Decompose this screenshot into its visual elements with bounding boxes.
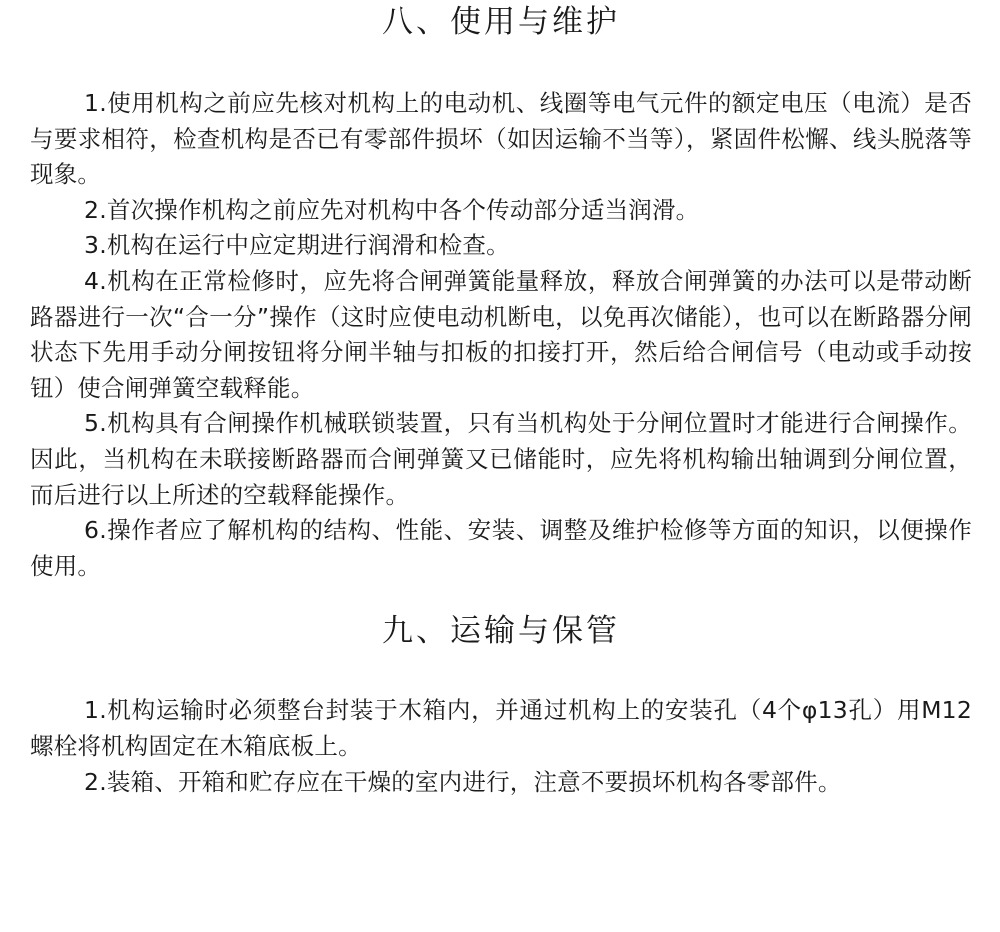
paragraph-maintenance-4: 4.机构在正常检修时，应先将合闸弹簧能量释放，释放合闸弹簧的办法可以是带动断路器进行一次“合一分”操作（这时应使电动机断电，以免再次储能），也可以在断路器分闸状态下先用手动分闸按钮将分闸半轴与扣板的扣接打开，然后给合闸信号（电动或手动按钮）使合闸弹簧空载释能。 [30, 266, 972, 402]
paragraph-maintenance-3: 3.机构在运行中应定期进行润滑和检查。 [84, 231, 510, 260]
paragraph-maintenance-5: 5.机构具有合闸操作机械联锁装置，只有当机构处于分闸位置时才能进行合闸操作。因此，当机构在未联接断路器而合闸弹簧又已储能时，应先将机构输出轴调到分闸位置，而后进行以上所述的空载释能操作。 [30, 409, 972, 509]
paragraph-maintenance-2: 2.首次操作机构之前应先对机构中各个传动部分适当润滑。 [84, 195, 700, 224]
paragraph-transport-2: 2.装箱、开箱和贮存应在干燥的室内进行，注意不要损坏机构各零部件。 [84, 767, 842, 796]
section-title-maintenance: 八、使用与维护 [382, 4, 620, 40]
section-transport-storage-body [30, 693, 972, 800]
paragraph-maintenance-6: 6.操作者应了解机构的结构、性能、安装、调整及维护检修等方面的知识，以便操作使用。 [30, 516, 972, 580]
section-title-transport-storage: 九、运输与保管 [382, 613, 620, 650]
section-maintenance-body [30, 86, 972, 584]
paragraph-maintenance-1: 1.使用机构之前应先核对机构上的电动机、线圈等电气元件的额定电压（电流）是否与要求相符，检查机构是否已有零部件损坏（如因运输不当等），紧固件松懈、线头脱落等现象。 [30, 89, 972, 189]
paragraph-transport-1: 1.机构运输时必须整台封装于木箱内，并通过机构上的安装孔（4个φ13孔）用M12螺栓将机构固定在木箱底板上。 [30, 696, 972, 760]
